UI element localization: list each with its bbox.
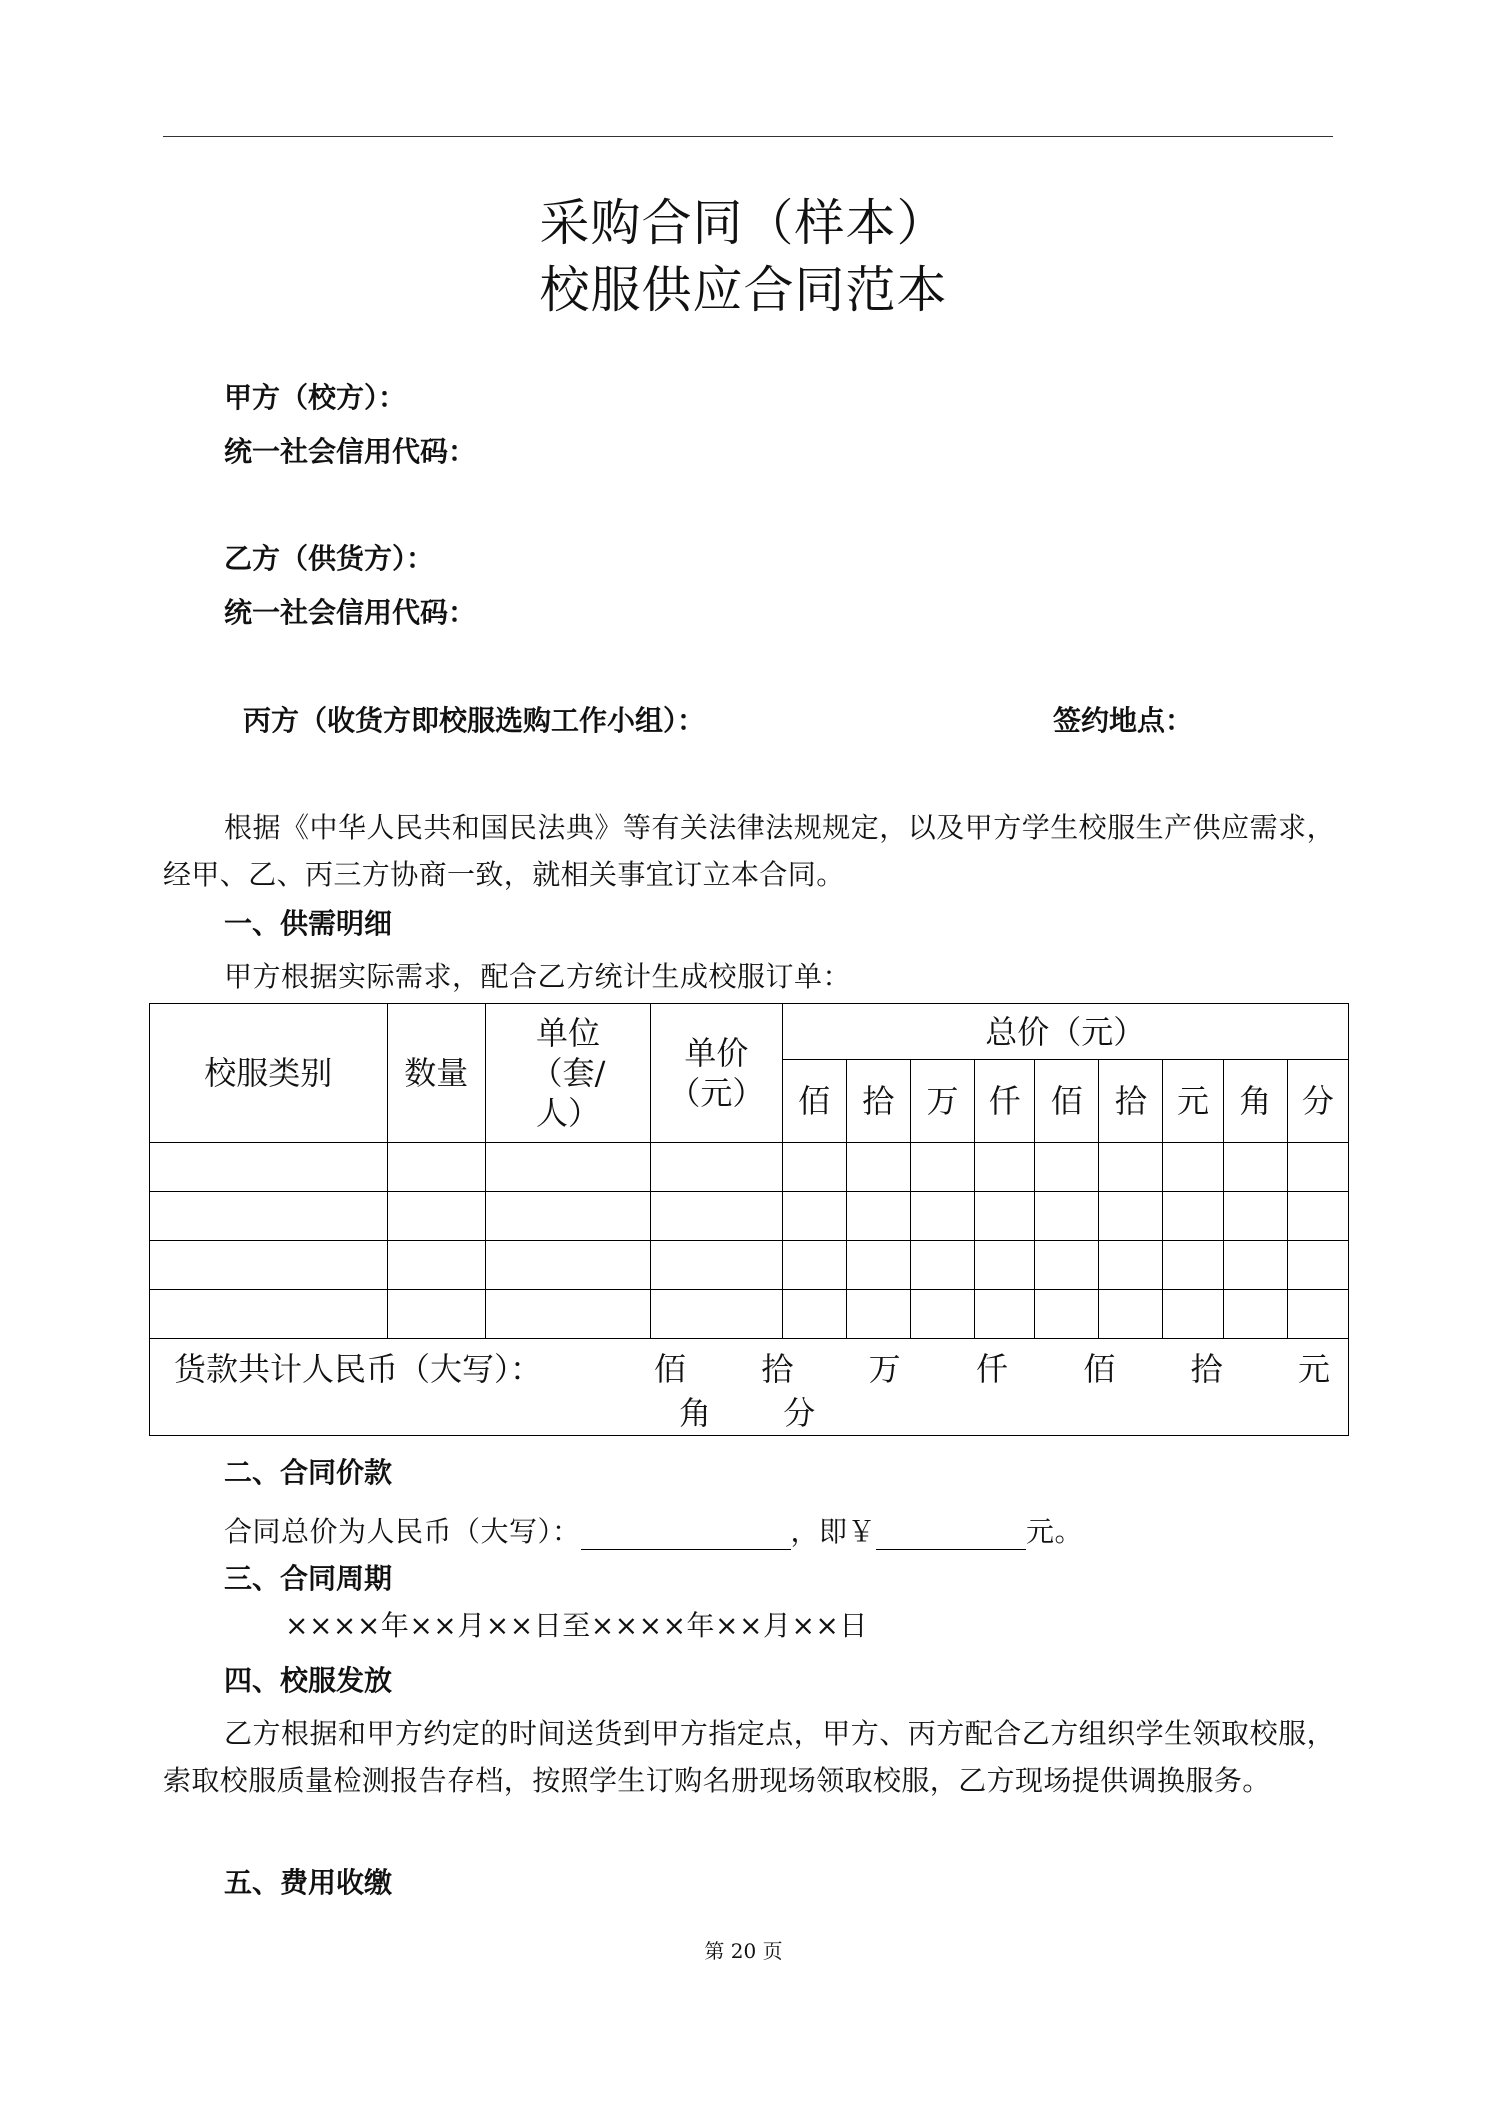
table-cell bbox=[846, 1241, 910, 1290]
table-cell bbox=[1035, 1143, 1099, 1192]
table-cell bbox=[910, 1192, 974, 1241]
section1-heading: 一、供需明细 bbox=[224, 907, 393, 940]
order-table bbox=[149, 1003, 1349, 1436]
digit-header: 拾 bbox=[1099, 1060, 1163, 1143]
table-cell bbox=[651, 1143, 782, 1192]
table-cell bbox=[910, 1290, 974, 1339]
contract-period: ××××年××月××日至××××年××月××日 bbox=[285, 1609, 868, 1642]
table-cell bbox=[485, 1241, 650, 1290]
table-cell bbox=[846, 1192, 910, 1241]
table-cell bbox=[910, 1143, 974, 1192]
table-cell bbox=[1099, 1290, 1163, 1339]
section2-heading: 二、合同价款 bbox=[224, 1456, 393, 1489]
table-cell bbox=[387, 1192, 485, 1241]
total-unit: 仟 bbox=[975, 1350, 1008, 1388]
table-cell bbox=[1035, 1290, 1099, 1339]
table-cell bbox=[1163, 1290, 1223, 1339]
header-total: 总价（元） bbox=[782, 1004, 1348, 1060]
digit-header: 角 bbox=[1223, 1060, 1287, 1143]
section4-paragraph: 乙方根据和甲方约定的时间送货到甲方指定点，甲方、丙方配合乙方组织学生领取校服，索取校服质量检测报告存档，按照学生订购名册现场领取校服，乙方现场提供调换服务。 bbox=[163, 1717, 1335, 1797]
table-cell bbox=[975, 1192, 1035, 1241]
header-unit-price bbox=[651, 1004, 782, 1143]
section4-heading: 四、校服发放 bbox=[224, 1664, 393, 1697]
intro-paragraph: 根据《中华人民共和国民法典》等有关法律法规规定，以及甲方学生校服生产供应需求，经甲、乙、丙三方协商一致，就相关事宜订立本合同。 bbox=[163, 811, 1335, 891]
header-quantity: 数量 bbox=[387, 1004, 485, 1143]
digit-header: 拾 bbox=[846, 1060, 910, 1143]
table-cell bbox=[651, 1192, 782, 1241]
total-unit: 角 bbox=[679, 1394, 712, 1432]
table-cell bbox=[782, 1192, 846, 1241]
header-unit-price-line: （元） bbox=[668, 1074, 765, 1112]
total-unit: 元 bbox=[1297, 1350, 1330, 1388]
digit-header: 万 bbox=[910, 1060, 974, 1143]
table-cell bbox=[150, 1290, 388, 1339]
table-cell bbox=[1163, 1143, 1223, 1192]
table-cell bbox=[846, 1143, 910, 1192]
header-unit-price-line: 单价 bbox=[684, 1034, 749, 1072]
digit-header: 仟 bbox=[975, 1060, 1035, 1143]
table-cell bbox=[387, 1290, 485, 1339]
table-cell bbox=[150, 1192, 388, 1241]
contract-price-label: 合同总价为人民币（大写）： bbox=[224, 1515, 581, 1548]
table-cell bbox=[846, 1290, 910, 1339]
table-cell bbox=[485, 1143, 650, 1192]
total-unit: 佰 bbox=[654, 1350, 687, 1388]
total-unit: 万 bbox=[868, 1350, 901, 1388]
total-unit: 佰 bbox=[1083, 1350, 1116, 1388]
table-cell bbox=[1099, 1192, 1163, 1241]
table-cell bbox=[150, 1241, 388, 1290]
table-row bbox=[150, 1290, 1349, 1339]
total-unit: 拾 bbox=[761, 1350, 794, 1388]
section2-text bbox=[224, 1510, 1083, 1550]
table-cell bbox=[1287, 1143, 1348, 1192]
page-number: 第 20 页 bbox=[704, 1939, 783, 1963]
table-cell bbox=[387, 1241, 485, 1290]
page-title: 采购合同（样本） bbox=[539, 194, 948, 252]
price-number-blank bbox=[876, 1519, 1026, 1550]
table-cell bbox=[975, 1290, 1035, 1339]
total-amount-row bbox=[150, 1339, 1349, 1436]
table-cell bbox=[150, 1143, 388, 1192]
total-unit: 分 bbox=[783, 1394, 816, 1432]
table-cell bbox=[782, 1241, 846, 1290]
price-words-blank bbox=[581, 1519, 791, 1550]
section1-text: 甲方根据实际需求，配合乙方统计生成校服订单： bbox=[224, 960, 852, 993]
table-cell bbox=[1035, 1192, 1099, 1241]
total-amount-label: 货款共计人民币（大写）： bbox=[174, 1350, 543, 1388]
table-cell bbox=[485, 1192, 650, 1241]
digit-header: 分 bbox=[1287, 1060, 1348, 1143]
table-cell bbox=[1035, 1241, 1099, 1290]
header-unit-line: 人） bbox=[536, 1094, 601, 1132]
party-a-code-label: 统一社会信用代码： bbox=[224, 435, 477, 468]
price-unit-label: 元。 bbox=[1026, 1515, 1084, 1548]
table-cell bbox=[1223, 1241, 1287, 1290]
table-cell bbox=[1163, 1192, 1223, 1241]
header-category: 校服类别 bbox=[150, 1004, 388, 1143]
table-cell bbox=[975, 1143, 1035, 1192]
header-unit-line: （套/ bbox=[530, 1054, 606, 1092]
table-cell bbox=[1223, 1192, 1287, 1241]
header-rule bbox=[163, 136, 1333, 137]
digit-header: 佰 bbox=[1035, 1060, 1099, 1143]
table-cell bbox=[1223, 1290, 1287, 1339]
table-cell bbox=[387, 1143, 485, 1192]
table-cell bbox=[1099, 1143, 1163, 1192]
table-cell bbox=[975, 1241, 1035, 1290]
table-cell bbox=[1287, 1192, 1348, 1241]
table-cell bbox=[910, 1241, 974, 1290]
table-row bbox=[150, 1143, 1349, 1192]
digit-header: 佰 bbox=[782, 1060, 846, 1143]
table-cell bbox=[651, 1241, 782, 1290]
table-cell bbox=[485, 1290, 650, 1339]
table-cell bbox=[1223, 1143, 1287, 1192]
table-row bbox=[150, 1241, 1349, 1290]
total-unit: 拾 bbox=[1190, 1350, 1223, 1388]
header-unit bbox=[485, 1004, 650, 1143]
table-cell bbox=[1163, 1241, 1223, 1290]
table-cell bbox=[1287, 1290, 1348, 1339]
party-b-label: 乙方（供货方）： bbox=[224, 542, 435, 575]
table-cell bbox=[782, 1143, 846, 1192]
table-cell bbox=[651, 1290, 782, 1339]
page-subtitle: 校服供应合同范本 bbox=[539, 261, 948, 319]
digit-header: 元 bbox=[1163, 1060, 1223, 1143]
table-cell bbox=[782, 1290, 846, 1339]
section3-heading: 三、合同周期 bbox=[224, 1562, 393, 1595]
section5-heading: 五、费用收缴 bbox=[224, 1866, 393, 1899]
table-row bbox=[150, 1192, 1349, 1241]
header-unit-line: 单位 bbox=[536, 1014, 601, 1052]
sign-place-label: 签约地点： bbox=[1053, 704, 1194, 737]
table-cell bbox=[1099, 1241, 1163, 1290]
party-c-label: 丙方（收货方即校服选购工作小组）： bbox=[243, 704, 706, 737]
table-cell bbox=[1287, 1241, 1348, 1290]
price-number-label: ，即￥ bbox=[790, 1515, 877, 1548]
party-b-code-label: 统一社会信用代码： bbox=[224, 596, 477, 629]
party-a-label: 甲方（校方）： bbox=[224, 381, 407, 414]
